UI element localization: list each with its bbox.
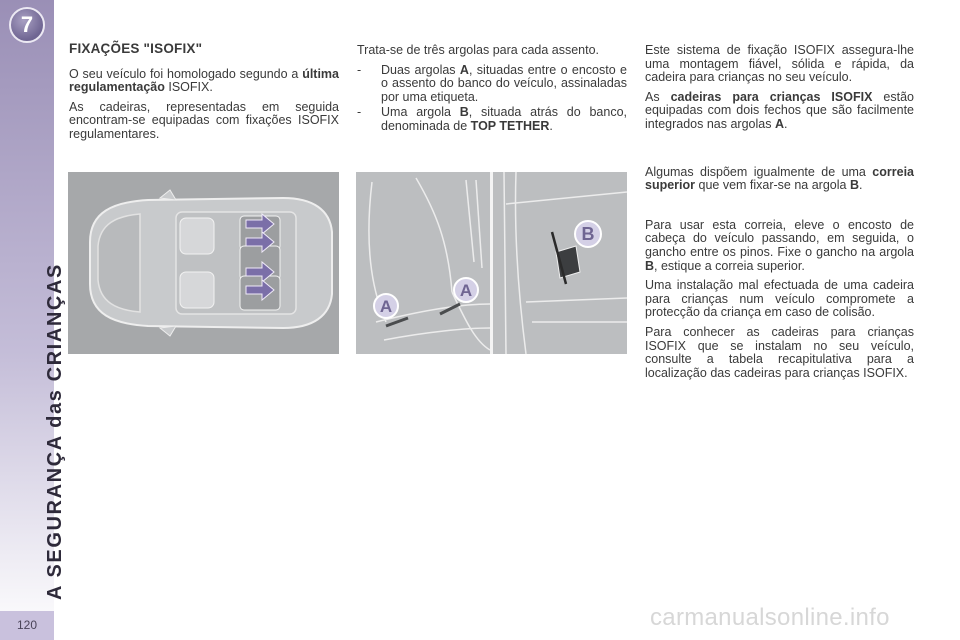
isofix-anchors-illustration xyxy=(356,172,627,354)
chapter-badge: 7 xyxy=(9,7,45,43)
svg-text:A: A xyxy=(459,281,473,300)
svg-text:B: B xyxy=(581,224,595,244)
rings-list xyxy=(357,64,627,134)
section-title: A SEGURANÇA das CRIANÇAS xyxy=(44,263,66,600)
column-rings xyxy=(357,44,627,136)
paragraph-system: Este sistema de fixação ISOFIX assegura-lhe uma montagem fiável, sólida e rápida, da cadeira para crianças no seu veículo. xyxy=(645,43,914,85)
label-b xyxy=(575,221,601,247)
svg-text:A: A xyxy=(379,297,393,316)
paragraph-use-strap: Para usar esta correia, eleve o encosto de cabeça do veículo passando, em seguida, o gancho entre os pinos. Fixe o gancho na argola B, estique a correia superior. xyxy=(645,217,914,273)
paragraph-seats: As cadeiras, representadas em seguida encontram-se equipadas com fixações ISOFIX regulamentares. xyxy=(69,99,339,141)
label-a-left xyxy=(374,294,398,318)
column-intro xyxy=(69,42,339,148)
page-heading: FIXAÇÕES "ISOFIX" xyxy=(69,41,203,56)
paragraph-isofix-seats: As cadeiras para crianças ISOFIX estão equipadas com dois fechos que são facilmente integrados nas argolas A. xyxy=(645,89,914,131)
isofix-anchors-figure xyxy=(356,172,627,354)
paragraph-warning: Uma instalação mal efectuada de uma cadeira para crianças num veículo compromete a protecção da criança em caso de colisão. xyxy=(645,278,914,320)
column-details xyxy=(645,44,914,386)
page-number: 120 xyxy=(0,611,54,640)
paragraph-three-rings: Trata-se de três argolas para cada assento. xyxy=(357,43,600,57)
paragraph-top-strap: Algumas dispõem igualmente de uma correia superior que vem fixar-se na argola B. xyxy=(645,164,914,193)
label-a-right xyxy=(454,278,478,302)
car-top-view-illustration xyxy=(68,172,339,354)
paragraph-homologation: O seu veículo foi homologado segundo a última regulamentação ISOFIX. xyxy=(69,66,339,95)
car-top-view-figure xyxy=(68,172,339,354)
paragraph-see-table: Para conhecer as cadeiras para crianças ISOFIX que se instalam no seu veículo, consulte a tabela recapitulativa para a localização das cadeiras para crianças ISOFIX. xyxy=(645,324,914,380)
list-item: - Uma argola B, situada atrás do banco, denominada de TOP TETHER. xyxy=(357,105,627,133)
list-item: - Duas argolas A, situadas entre o encosto e o assento do banco do veículo, assinaladas por uma etiqueta. xyxy=(357,62,627,104)
watermark: carmanualsonline.info xyxy=(650,604,890,631)
